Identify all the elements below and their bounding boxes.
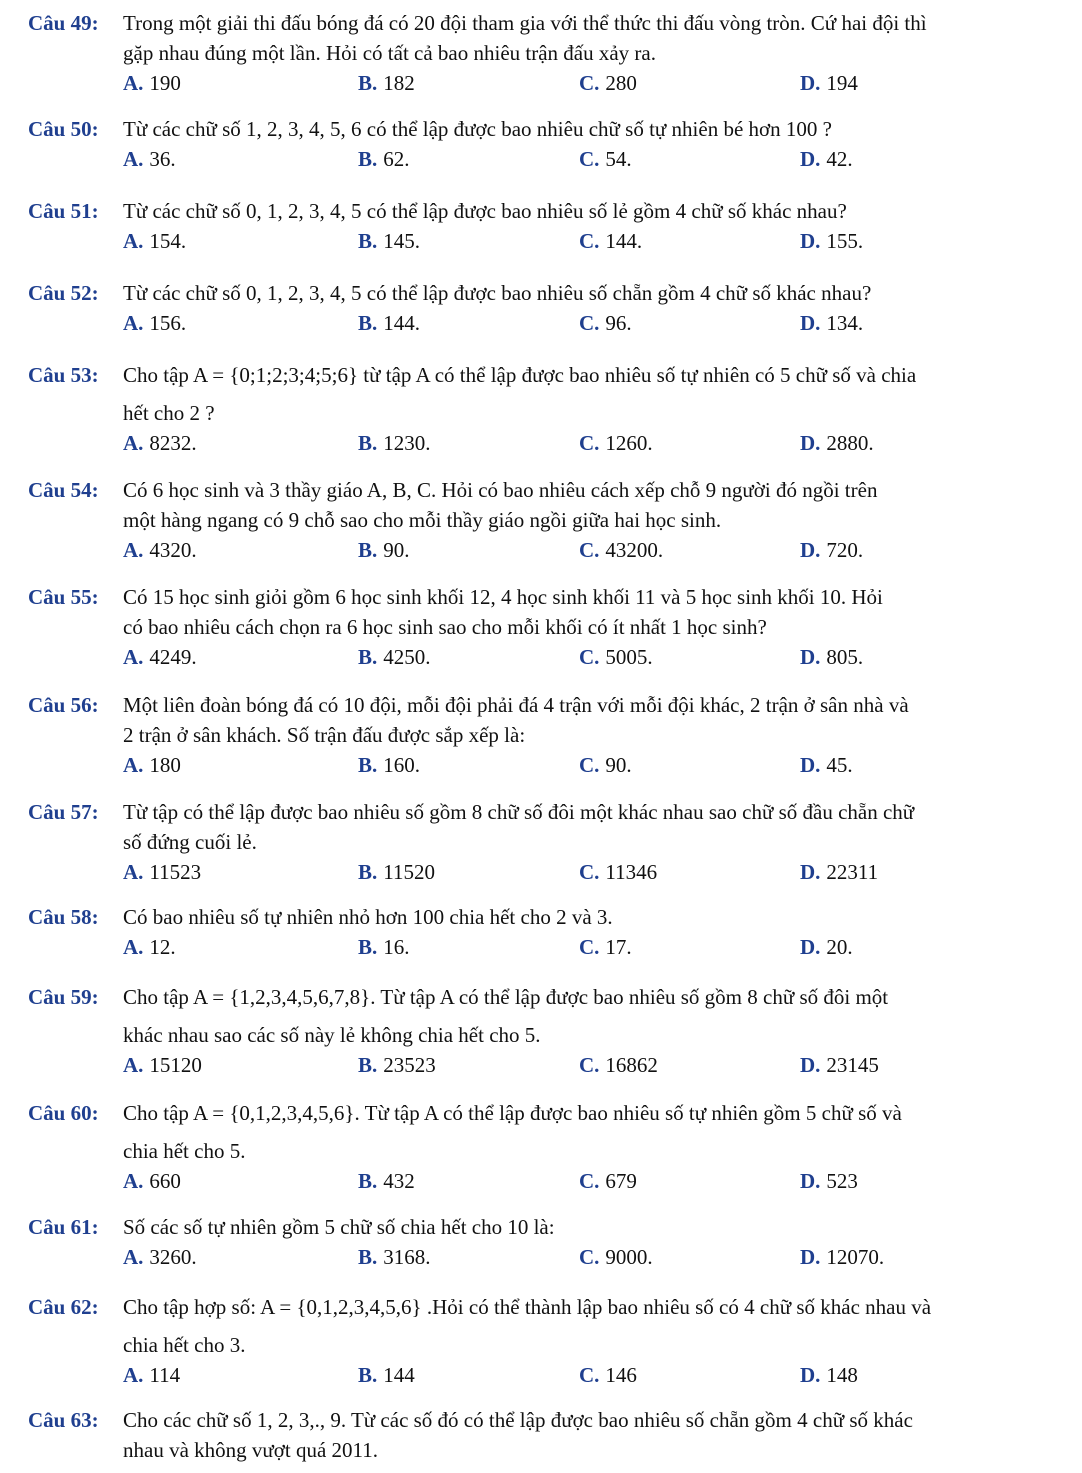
question-number: Câu 55: [28, 585, 99, 609]
question-text: Có 6 học sinh và 3 thầy giáo A, B, C. Hỏi có bao nhiêu cách xếp chỗ 9 người đó ngồi trên [123, 478, 878, 502]
option-value: 280 [605, 71, 637, 95]
option-value: 62. [383, 147, 410, 171]
option-c[interactable] [579, 308, 632, 338]
question-text: hết cho 2 ? [123, 401, 215, 425]
option-letter: B. [358, 147, 378, 171]
option-value: 43200. [605, 538, 664, 562]
option-letter: B. [358, 71, 378, 95]
option-value: 11346 [605, 860, 658, 884]
option-c[interactable] [579, 932, 632, 962]
option-b[interactable] [358, 308, 420, 338]
option-value: 8232. [149, 431, 197, 455]
option-letter: D. [800, 431, 821, 455]
option-c[interactable] [579, 1242, 653, 1272]
option-value: 146 [605, 1363, 637, 1387]
question-line [28, 1292, 1028, 1322]
option-value: 1260. [605, 431, 653, 455]
option-letter: A. [123, 1245, 144, 1269]
option-b[interactable] [358, 226, 420, 256]
option-letter: A. [123, 1053, 144, 1077]
option-b[interactable] [358, 1166, 415, 1196]
option-c[interactable] [579, 144, 632, 174]
question-text: chia hết cho 5. [123, 1139, 246, 1163]
option-letter: C. [579, 935, 600, 959]
option-d[interactable] [800, 1360, 858, 1390]
option-letter: B. [358, 538, 378, 562]
question-line [28, 475, 1028, 505]
option-value: 4250. [383, 645, 431, 669]
option-letter: A. [123, 311, 144, 335]
option-b[interactable] [358, 68, 415, 98]
option-letter: C. [579, 753, 600, 777]
option-value: 156. [149, 311, 187, 335]
option-a[interactable] [123, 857, 201, 887]
option-value: 4249. [149, 645, 197, 669]
question-number: Câu 58: [28, 905, 99, 929]
option-c[interactable] [579, 535, 663, 565]
option-value: 180 [149, 753, 181, 777]
option-b[interactable] [358, 642, 431, 672]
option-letter: B. [358, 1245, 378, 1269]
option-letter: C. [579, 431, 600, 455]
option-letter: B. [358, 229, 378, 253]
question-line [28, 114, 1028, 144]
question-line [28, 982, 1028, 1012]
option-value: 23145 [826, 1053, 879, 1077]
answer-options [28, 1242, 1028, 1272]
option-value: 90. [383, 538, 410, 562]
option-value: 4320. [149, 538, 197, 562]
question-text: số đứng cuối lẻ. [123, 830, 257, 854]
option-a[interactable] [123, 750, 181, 780]
option-letter: D. [800, 229, 821, 253]
option-letter: D. [800, 71, 821, 95]
answer-options [28, 535, 1028, 565]
question-number: Câu 51: [28, 199, 99, 223]
option-letter: C. [579, 645, 600, 669]
answer-options [28, 1050, 1028, 1080]
question-50 [28, 114, 1028, 174]
option-value: 144 [383, 1363, 415, 1387]
answer-options [28, 308, 1028, 338]
option-letter: C. [579, 1245, 600, 1269]
option-value: 1230. [383, 431, 431, 455]
question-53 [28, 360, 1028, 458]
question-58 [28, 902, 1028, 962]
question-61 [28, 1212, 1028, 1272]
option-d[interactable] [800, 308, 863, 338]
answer-options [28, 1166, 1028, 1196]
question-text: Từ các chữ số 1, 2, 3, 4, 5, 6 có thể lập được bao nhiêu chữ số tự nhiên bé hơn 100 ? [123, 117, 832, 141]
answer-options [28, 932, 1028, 962]
option-b[interactable] [358, 428, 431, 458]
question-63 [28, 1405, 1028, 1465]
answer-options [28, 1360, 1028, 1390]
option-value: 2880. [826, 431, 874, 455]
option-value: 660 [149, 1169, 181, 1193]
option-letter: A. [123, 431, 144, 455]
option-b[interactable] [358, 1242, 431, 1272]
option-letter: D. [800, 1053, 821, 1077]
option-value: 96. [605, 311, 632, 335]
answer-options [28, 144, 1028, 174]
option-value: 12. [149, 935, 176, 959]
question-text: Cho tập A = {0,1,2,3,4,5,6}. Từ tập A có thể lập được bao nhiêu số tự nhiên gồm 5 chữ số và [123, 1101, 902, 1125]
option-d[interactable] [800, 1242, 884, 1272]
option-a[interactable] [123, 1166, 181, 1196]
answer-options [28, 226, 1028, 256]
option-value: 17. [605, 935, 632, 959]
question-52 [28, 278, 1028, 338]
option-value: 9000. [605, 1245, 653, 1269]
option-c[interactable] [579, 428, 653, 458]
option-value: 11520 [383, 860, 435, 884]
option-value: 45. [826, 753, 853, 777]
question-text: một hàng ngang có 9 chỗ sao cho mỗi thầy giáo ngồi giữa hai học sinh. [123, 508, 722, 532]
option-a[interactable] [123, 226, 186, 256]
option-value: 154. [149, 229, 187, 253]
question-line [28, 690, 1028, 720]
question-number: Câu 50: [28, 117, 99, 141]
question-text: Có bao nhiêu số tự nhiên nhỏ hơn 100 chia hết cho 2 và 3. [123, 905, 613, 929]
answer-options [28, 857, 1028, 887]
option-value: 36. [149, 147, 176, 171]
option-b[interactable] [358, 535, 410, 565]
option-value: 155. [826, 229, 864, 253]
option-letter: A. [123, 229, 144, 253]
question-text: Có 15 học sinh giỏi gồm 6 học sinh khối 12, 4 học sinh khối 11 và 5 học sinh khối 10. Hỏi [123, 585, 883, 609]
question-line [28, 1098, 1028, 1128]
option-letter: B. [358, 935, 378, 959]
question-line [28, 8, 1028, 38]
option-c[interactable] [579, 1050, 658, 1080]
option-c[interactable] [579, 1360, 637, 1390]
option-value: 145. [383, 229, 421, 253]
question-line [28, 902, 1028, 932]
option-c[interactable] [579, 68, 637, 98]
option-letter: A. [123, 538, 144, 562]
option-b[interactable] [358, 857, 435, 887]
question-text: Cho tập A = {0;1;2;3;4;5;6} từ tập A có thể lập được bao nhiêu số tự nhiên có 5 chữ số và chia [123, 363, 917, 387]
question-54 [28, 475, 1028, 565]
option-letter: C. [579, 311, 600, 335]
option-value: 194 [826, 71, 858, 95]
option-c[interactable] [579, 1166, 637, 1196]
answer-options [28, 642, 1028, 672]
option-value: 54. [605, 147, 632, 171]
question-60 [28, 1098, 1028, 1196]
option-c[interactable] [579, 226, 642, 256]
option-letter: C. [579, 1053, 600, 1077]
option-a[interactable] [123, 535, 197, 565]
question-text: Cho tập A = {1,2,3,4,5,6,7,8}. Từ tập A có thể lập được bao nhiêu số gồm 8 chữ số đôi một [123, 985, 889, 1009]
question-line [28, 278, 1028, 308]
option-value: 16862 [605, 1053, 658, 1077]
question-55 [28, 582, 1028, 672]
option-value: 805. [826, 645, 864, 669]
option-letter: C. [579, 1169, 600, 1193]
option-letter: B. [358, 645, 378, 669]
question-text: có bao nhiêu cách chọn ra 6 học sinh sao cho mỗi khối có ít nhất 1 học sinh? [123, 615, 767, 639]
option-letter: D. [800, 645, 821, 669]
answer-options [28, 750, 1028, 780]
option-value: 432 [383, 1169, 415, 1193]
option-letter: C. [579, 860, 600, 884]
question-text: Trong một giải thi đấu bóng đá có 20 đội tham gia với thể thức thi đấu vòng tròn. Cứ hai đội thì [123, 11, 927, 35]
answer-options [28, 68, 1028, 98]
option-value: 523 [826, 1169, 858, 1193]
option-c[interactable] [579, 857, 657, 887]
option-letter: D. [800, 860, 821, 884]
option-d[interactable] [800, 68, 858, 98]
question-line [28, 196, 1028, 226]
option-letter: B. [358, 311, 378, 335]
option-a[interactable] [123, 1242, 197, 1272]
question-56 [28, 690, 1028, 780]
option-letter: D. [800, 753, 821, 777]
option-a[interactable] [123, 428, 197, 458]
option-letter: C. [579, 71, 600, 95]
option-value: 90. [605, 753, 632, 777]
option-letter: D. [800, 935, 821, 959]
option-b[interactable] [358, 1050, 436, 1080]
option-value: 23523 [383, 1053, 436, 1077]
option-a[interactable] [123, 932, 176, 962]
option-letter: B. [358, 753, 378, 777]
option-letter: C. [579, 147, 600, 171]
question-line [28, 1212, 1028, 1242]
option-letter: D. [800, 311, 821, 335]
question-text: gặp nhau đúng một lần. Hỏi có tất cả bao nhiêu trận đấu xảy ra. [123, 41, 656, 65]
option-c[interactable] [579, 642, 653, 672]
option-value: 12070. [826, 1245, 885, 1269]
option-value: 22311 [826, 860, 879, 884]
option-value: 144. [383, 311, 421, 335]
question-text: khác nhau sao các số này lẻ không chia hết cho 5. [123, 1023, 541, 1047]
question-line [28, 582, 1028, 612]
option-d[interactable] [800, 1166, 858, 1196]
question-line [28, 797, 1028, 827]
question-text: Số các số tự nhiên gồm 5 chữ số chia hết cho 10 là: [123, 1215, 555, 1239]
question-line [28, 1405, 1028, 1435]
option-value: 134. [826, 311, 864, 335]
option-letter: C. [579, 1363, 600, 1387]
option-value: 114 [149, 1363, 181, 1387]
question-57 [28, 797, 1028, 887]
question-number: Câu 57: [28, 800, 99, 824]
question-text: Từ tập có thể lập được bao nhiêu số gồm 8 chữ số đôi một khác nhau sao chữ số đầu chẵn chữ [123, 800, 915, 824]
option-b[interactable] [358, 1360, 415, 1390]
question-number: Câu 61: [28, 1215, 99, 1239]
option-a[interactable] [123, 308, 186, 338]
option-letter: A. [123, 71, 144, 95]
question-text: Một liên đoàn bóng đá có 10 đội, mỗi đội phải đá 4 trận với mỗi đội khác, 2 trận ở sân nhà và [123, 693, 909, 717]
option-b[interactable] [358, 750, 420, 780]
option-letter: D. [800, 1169, 821, 1193]
option-letter: A. [123, 1363, 144, 1387]
option-value: 3260. [149, 1245, 197, 1269]
question-number: Câu 60: [28, 1101, 99, 1125]
option-letter: B. [358, 860, 378, 884]
option-d[interactable] [800, 1050, 879, 1080]
option-value: 679 [605, 1169, 637, 1193]
option-value: 160. [383, 753, 421, 777]
option-value: 720. [826, 538, 864, 562]
option-letter: D. [800, 1363, 821, 1387]
option-value: 11523 [149, 860, 202, 884]
question-text: 2 trận ở sân khách. Số trận đấu được sắp xếp là: [123, 723, 526, 747]
question-51 [28, 196, 1028, 256]
option-d[interactable] [800, 226, 863, 256]
option-c[interactable] [579, 750, 632, 780]
option-letter: D. [800, 147, 821, 171]
option-letter: D. [800, 538, 821, 562]
option-letter: A. [123, 935, 144, 959]
option-value: 20. [826, 935, 853, 959]
option-value: 16. [383, 935, 410, 959]
question-text: Cho các chữ số 1, 2, 3,., 9. Từ các số đó có thể lập được bao nhiêu số chẵn gồm 4 chữ số khác [123, 1408, 913, 1432]
option-d[interactable] [800, 750, 853, 780]
option-letter: B. [358, 1169, 378, 1193]
question-text: Từ các chữ số 0, 1, 2, 3, 4, 5 có thể lập được bao nhiêu số chẵn gồm 4 chữ số khác nhau? [123, 281, 872, 305]
question-number: Câu 53: [28, 363, 99, 387]
question-number: Câu 52: [28, 281, 99, 305]
option-d[interactable] [800, 144, 853, 174]
option-d[interactable] [800, 642, 863, 672]
question-number: Câu 54: [28, 478, 99, 502]
option-value: 3168. [383, 1245, 431, 1269]
option-value: 15120 [149, 1053, 202, 1077]
question-text: Từ các chữ số 0, 1, 2, 3, 4, 5 có thể lập được bao nhiêu số lẻ gồm 4 chữ số khác nhau? [123, 199, 847, 223]
question-number: Câu 63: [28, 1408, 99, 1432]
option-d[interactable] [800, 932, 853, 962]
option-value: 42. [826, 147, 853, 171]
option-d[interactable] [800, 857, 878, 887]
option-a[interactable] [123, 1050, 202, 1080]
answer-options [28, 428, 1028, 458]
question-text: Cho tập hợp số: A = {0,1,2,3,4,5,6} .Hỏi có thể thành lập bao nhiêu số có 4 chữ số khác nhau và [123, 1295, 932, 1319]
question-text: chia hết cho 3. [123, 1333, 246, 1357]
question-number: Câu 49: [28, 11, 99, 35]
option-value: 148 [826, 1363, 858, 1387]
question-text: nhau và không vượt quá 2011. [123, 1438, 379, 1462]
option-letter: D. [800, 1245, 821, 1269]
option-letter: A. [123, 147, 144, 171]
question-number: Câu 59: [28, 985, 99, 1009]
question-59 [28, 982, 1028, 1080]
question-line [28, 360, 1028, 390]
option-a[interactable] [123, 144, 176, 174]
option-d[interactable] [800, 535, 863, 565]
option-letter: A. [123, 645, 144, 669]
option-a[interactable] [123, 68, 181, 98]
option-value: 182 [383, 71, 415, 95]
option-letter: C. [579, 538, 600, 562]
option-a[interactable] [123, 1360, 180, 1390]
option-value: 5005. [605, 645, 653, 669]
option-letter: A. [123, 753, 144, 777]
option-a[interactable] [123, 642, 197, 672]
question-62 [28, 1292, 1028, 1390]
option-value: 144. [605, 229, 643, 253]
option-b[interactable] [358, 144, 410, 174]
option-b[interactable] [358, 932, 410, 962]
question-number: Câu 56: [28, 693, 99, 717]
option-letter: B. [358, 1053, 378, 1077]
option-d[interactable] [800, 428, 874, 458]
option-letter: A. [123, 860, 144, 884]
option-letter: A. [123, 1169, 144, 1193]
question-49 [28, 8, 1028, 98]
option-letter: B. [358, 1363, 378, 1387]
option-value: 190 [149, 71, 181, 95]
option-letter: C. [579, 229, 600, 253]
question-number: Câu 62: [28, 1295, 99, 1319]
option-letter: B. [358, 431, 378, 455]
